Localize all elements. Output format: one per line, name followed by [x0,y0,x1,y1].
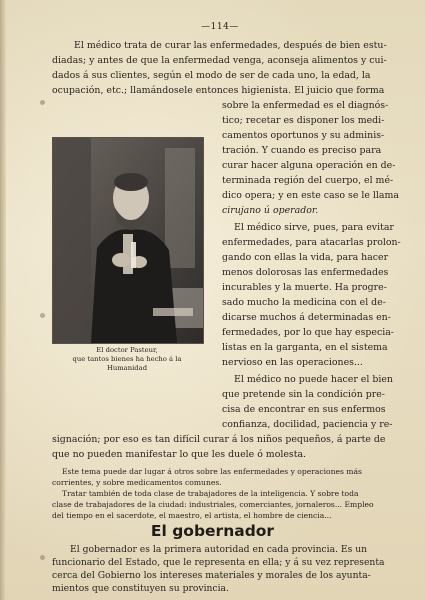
body-line: fermedades, por lo que hay especia- [222,327,394,338]
body-line: cerca del Gobierno los intereses materiales y morales de los ayunta- [52,570,371,581]
body-line: enfermedades, para atacarlas prolon- [222,237,401,248]
caption-line: que tantos bienes ha hecho á la Humanidad [72,355,182,372]
body-line: dicarse muchos á determinadas en- [222,312,391,323]
body-line: listas en la garganta, en el sistema [222,342,388,353]
portrait-image [53,138,203,343]
body-line: que no pueden manifestar lo que les duele ó molesta. [52,449,307,460]
body-line: gando con ellas la vida, para hacer [222,252,389,263]
note-line: Este tema puede dar lugar á otros sobre las enfermedades y operaciones más [62,467,362,476]
body-line: terminada región del cuerpo, el mé- [222,175,394,186]
binding-hole [40,555,45,560]
body-line: sado mucho la medicina con el de- [222,297,386,308]
note-line: Tratar también de toda clase de trabajadores de la inteligencia. Y sobre toda [62,489,359,498]
body-line: El médico sirve, pues, para evitar [234,222,394,233]
body-line: camentos oportunos y su adminis- [222,130,385,141]
note-line: corrientes, y sobre medicamentos comunes. [52,478,222,487]
body-line: nervioso en las operaciones... [222,357,363,368]
page-edge [0,0,6,600]
body-line: funcionario del Estado, que le representa en ella; y á su vez representa [52,557,385,568]
body-line: ocupación, etc.; llamándosele entonces higienista. El juicio que forma [52,85,385,96]
note-line: clase de trabajadores de la ciudad: industriales, comerciantes, jornaleros... Empleo [52,500,374,509]
body-line: dados á sus clientes, según el modo de ser de cada uno, la edad, la [52,70,371,81]
body-line: cisa de encontrar en sus enfermos [222,404,386,415]
body-line: cirujano ú operador. [222,205,319,216]
photo-caption [52,346,202,373]
section-heading: El gobernador [150,522,275,540]
binding-hole [40,313,45,318]
body-line: confianza, docilidad, paciencia y re- [222,419,393,430]
note-line: del tiempo en el sacerdote, el maestro, el artista, el hombre de ciencia... [52,511,332,520]
caption-line: El doctor Pasteur, [96,346,158,354]
body-line: tico; recetar es disponer los medi- [222,115,385,126]
body-line: El médico trata de curar las enfermedades, después de bien estu- [74,40,387,51]
body-line: El gobernador es la primera autoridad en cada provincia. Es un [70,544,368,555]
body-line: curar hacer alguna operación en de- [222,160,396,171]
body-line: mientos que constituyen su provincia. [52,583,229,594]
body-line: menos dolorosas las enfermedades [222,267,389,278]
body-line: dico opera; y en este caso se le llama [222,190,399,201]
body-line: tración. Y cuando es preciso para [222,145,382,156]
body-line: signación; por eso es tan difícil curar á los niños pequeños, á parte de [52,434,386,445]
body-line: incurables y la muerte. Ha progre- [222,282,387,293]
body-line: El médico no puede hacer el bien [234,374,393,385]
body-line: sobre la enfermedad es el diagnós- [222,100,389,111]
body-line: diadas; y antes de que la enfermedad venga, aconseja alimentos y cui- [52,55,387,66]
pasteur-photo [52,137,204,344]
binding-hole [40,100,45,105]
page-number: —114— [201,22,239,32]
body-line: que pretende sin la condición pre- [222,389,385,400]
